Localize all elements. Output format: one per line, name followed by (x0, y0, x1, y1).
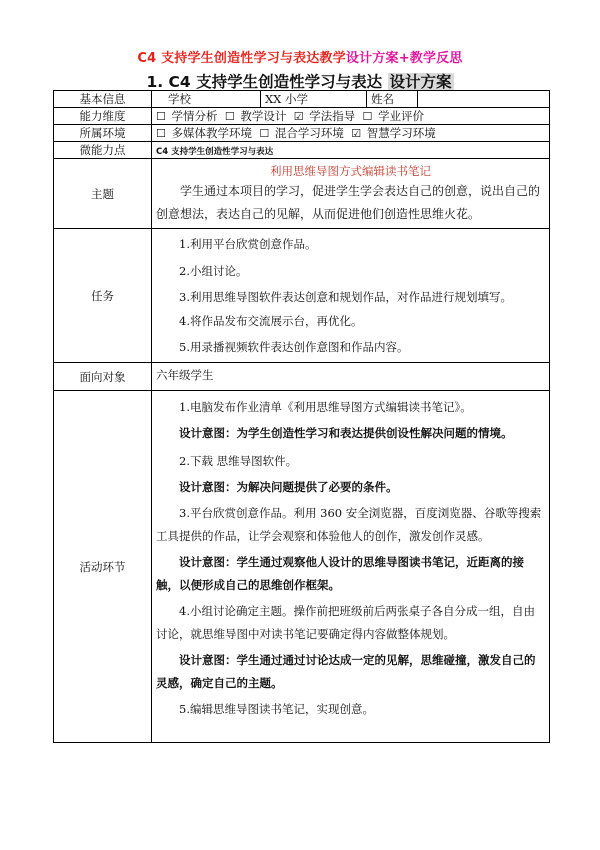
row-micro-ability (54, 142, 550, 159)
row-topic (54, 159, 550, 229)
row-activities (54, 391, 550, 743)
micro-ability-value: C4 支持学生创造性学习与表达 (156, 147, 274, 157)
design-intent-paragraph: 设计意图：学生通过观察他人设计的思维导图读书笔记，近距离的接触，以便形成自己的思维创作框架。 (156, 555, 524, 592)
activity-paragraph: 1.电脑发布作业清单《利用思维导图方式编辑读书笔记》。 (179, 400, 472, 414)
page-title (0, 47, 600, 66)
ability-option: ☑ 学法指导 (293, 109, 356, 123)
design-intent-paragraph: 设计意图：为学生创造性学习和表达提供创设性解决问题的情境。 (179, 426, 513, 440)
document-heading-main: 1. C4 支持学生创造性学习与表达 (146, 73, 388, 91)
activity-paragraph: 3.平台欣赏创意作品。利用 360 安全浏览器，百度浏览器、谷歌等搜索工具提供的作品，让学会观察和体验他人的创作，激发创作灵感。 (156, 506, 542, 543)
activity-paragraph: 4.小组讨论确定主题。操作前把班级前后两张桌子各自分成一组，自由讨论，就思维导图中对读书笔记要确定得内容做整体规划。 (156, 604, 535, 641)
page-title-suffix: 设计方案+教学反思 (345, 51, 463, 66)
checkbox-checked-icon: ☑ (351, 127, 362, 140)
checkbox-unchecked-icon: ☐ (362, 110, 373, 123)
activity-paragraph: 2.下载 思维导图软件。 (179, 454, 298, 468)
row-ability (54, 108, 550, 125)
label-basic-info: 基本信息 (54, 91, 152, 108)
name-value (417, 91, 549, 107)
environment-option: ☐ 多媒体教学环境 (156, 126, 253, 140)
design-intent-paragraph: 设计意图：为解决问题提供了必要的条件。 (179, 480, 398, 494)
document-heading (0, 70, 600, 92)
task-item: 1.利用平台欣赏创意作品。 (179, 236, 317, 251)
document-heading-highlight: 设计方案 (389, 73, 452, 91)
design-intent-paragraph: 设计意图：学生通过通过讨论达成一定的见解，思维碰撞，激发自己的灵感，确定自己的主题。 (156, 653, 536, 690)
ability-option: ☐ 学业评价 (362, 109, 425, 123)
label-ability: 能力维度 (54, 108, 152, 125)
row-audience (54, 363, 550, 391)
topic-title: 利用思维导图方式编辑读书笔记 (270, 163, 431, 178)
task-item: 5.用录播视频软件表达创作意图和作品内容。 (179, 339, 409, 354)
page-title-main: C4 支持学生创造性学习与表达教学 (137, 51, 346, 66)
checkbox-unchecked-icon: ☐ (224, 110, 235, 123)
label-topic: 主题 (54, 159, 152, 229)
label-audience: 面向对象 (54, 363, 152, 391)
activity-paragraph: 5.编辑思维导图读书笔记，实现创意。 (179, 702, 374, 716)
task-item: 3.利用思维导图软件表达创意和规划作品，对作品进行规划填写。 (179, 289, 512, 304)
task-item: 4.将作品发布交流展示台，再优化。 (179, 313, 363, 328)
row-basic-info (54, 91, 550, 108)
task-item: 2.小组讨论。 (179, 263, 248, 278)
name-label: 姓名 (366, 91, 417, 107)
checkbox-unchecked-icon: ☐ (156, 110, 166, 123)
row-tasks (54, 229, 550, 363)
label-micro-ability: 微能力点 (54, 142, 152, 159)
environment-option: ☐ 混合学习环境 (259, 126, 344, 140)
checkbox-unchecked-icon: ☐ (259, 127, 270, 140)
audience-value: 六年级学生 (152, 363, 550, 391)
checkbox-unchecked-icon: ☐ (156, 127, 166, 140)
label-environment: 所属环境 (54, 125, 152, 142)
checkbox-checked-icon: ☑ (293, 110, 304, 123)
school-label: 学校 (168, 92, 191, 106)
design-table (53, 90, 550, 743)
ability-option: ☐ 学情分析 (156, 109, 218, 123)
topic-text: 学生通过本项目的学习，促进学生学会表达自己的创意，说出自己的创意想法，表达自己的见解，从而促进他们创造性思维火花。 (156, 183, 541, 221)
ability-option: ☐ 教学设计 (224, 109, 287, 123)
environment-option: ☑ 智慧学习环境 (351, 126, 436, 140)
row-environment (54, 125, 550, 142)
label-tasks: 任务 (54, 229, 152, 363)
label-activities: 活动环节 (54, 391, 152, 743)
school-value: XX 小学 (260, 91, 366, 107)
